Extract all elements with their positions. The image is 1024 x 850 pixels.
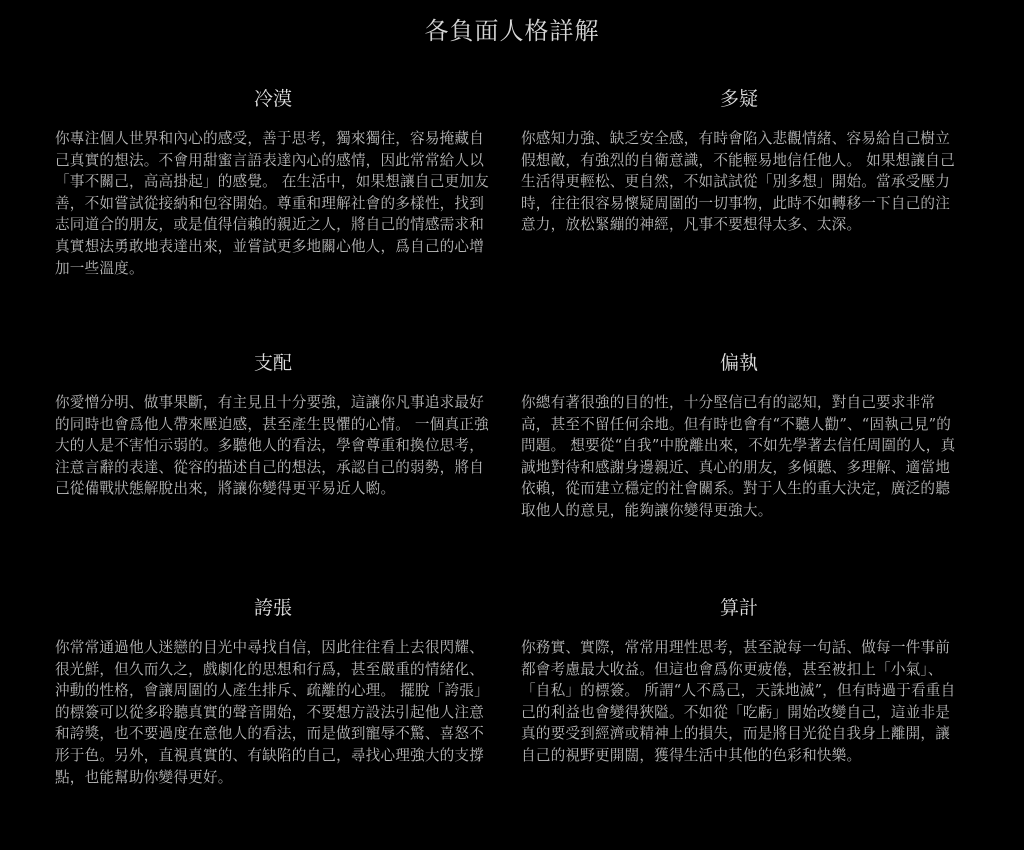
- section-dominant: [55, 350, 491, 498]
- section-title-suspicious: 多疑: [719, 88, 758, 110]
- section-title-paranoid: 偏執: [719, 352, 758, 374]
- section-text-exaggerated: 你常常通過他人迷戀的目光中尋找自信，因此往往看上去很閃耀、很光鮮，但久而久之，戲劇化的思想和行爲，甚至嚴重的情緒化、沖動的性格，會讓周圍的人產生排斥、疏離的心理。 擺脫「誇張」的標簽可以從多聆聽真實的聲音開始，不要想方設法引起他人注意和誇獎，也不要過度在意他人的看法，而是做到寵辱不驚、喜怒不形于色。另外，直視真實的、有缺陷的自己，尋找心理強大的支撐點，也能幫助你變得更好。: [55, 639, 489, 786]
- section-title-dominant: 支配: [253, 352, 292, 374]
- section-suspicious: [521, 86, 957, 234]
- section-exaggerated: [55, 595, 491, 786]
- section-paranoid: [521, 350, 957, 519]
- section-calculating: [521, 595, 957, 764]
- page-title: 各負面人格詳解: [424, 17, 600, 45]
- section-title-exaggerated: 誇張: [253, 597, 292, 619]
- section-cold: [55, 86, 491, 277]
- section-title-cold: 冷漠: [253, 88, 292, 110]
- section-title-calculating: 算計: [719, 597, 758, 619]
- section-text-cold: 你專注個人世界和內心的感受，善于思考，獨來獨往，容易掩藏自己真實的想法。不會用甜蜜言語表達內心的感情，因此常常給人以「事不關己，高高掛起」的感覺。 在生活中，如果想讓自己更加友善，不如嘗試從接納和包容開始。尊重和理解社會的多樣性，找到志同道合的朋友，或是值得信賴的親近之人，將自己的情感需求和真實想法勇敢地表達出來，並嘗試更多地關心他人，爲自己的心增加一些溫度。: [55, 130, 489, 277]
- section-text-calculating: 你務實、實際，常常用理性思考，甚至說每一句話、做每一件事前都會考慮最大收益。但這也會爲你更疲倦，甚至被扣上「小氣」、「自私」的標簽。 所謂“人不爲己，天誅地滅”，但有時過于看重自己的利益也會變得狹隘。不如從「吃虧」開始改變自己，這並非是真的要受到經濟或精神上的損失，而是將目光從自我身上離開，讓自己的視野更開闊，獲得生活中其他的色彩和快樂。: [521, 639, 956, 764]
- section-text-suspicious: 你感知力強、缺乏安全感，有時會陷入悲觀情緒、容易給自己樹立假想敵，有強烈的自衛意識，不能輕易地信任他人。 如果想讓自己生活得更輕松、更自然，不如試試從「別多想」開始。當承受壓力時，往往很容易懷疑周圍的一切事物，此時不如轉移一下自己的注意力，放松緊繃的神經，凡事不要想得太多、太深。: [521, 130, 955, 234]
- section-text-paranoid: 你總有著很強的目的性，十分堅信已有的認知，對自己要求非常高，甚至不留任何余地。但有時也會有“不聽人勸”、“固執己見”的問題。 想要從“自我”中脫離出來，不如先學著去信任周圍的人，真誠地對待和感謝身邊親近、真心的朋友，多傾聽、多理解、適當地依賴，從而建立穩定的社會關系。對于人生的重大決定，廣泛的聽取他人的意見，能夠讓你變得更強大。: [521, 394, 956, 519]
- section-text-dominant: 你愛憎分明、做事果斷，有主見且十分要強，這讓你凡事追求最好的同時也會爲他人帶來壓迫感，甚至產生畏懼的心情。 一個真正強大的人是不害怕示弱的。多聽他人的看法，學會尊重和換位思考，注意言辭的表達、從容的描述自己的想法，承認自己的弱勢，將自己從備戰狀態解脫出來，將讓你變得更平易近人喲。: [55, 394, 489, 498]
